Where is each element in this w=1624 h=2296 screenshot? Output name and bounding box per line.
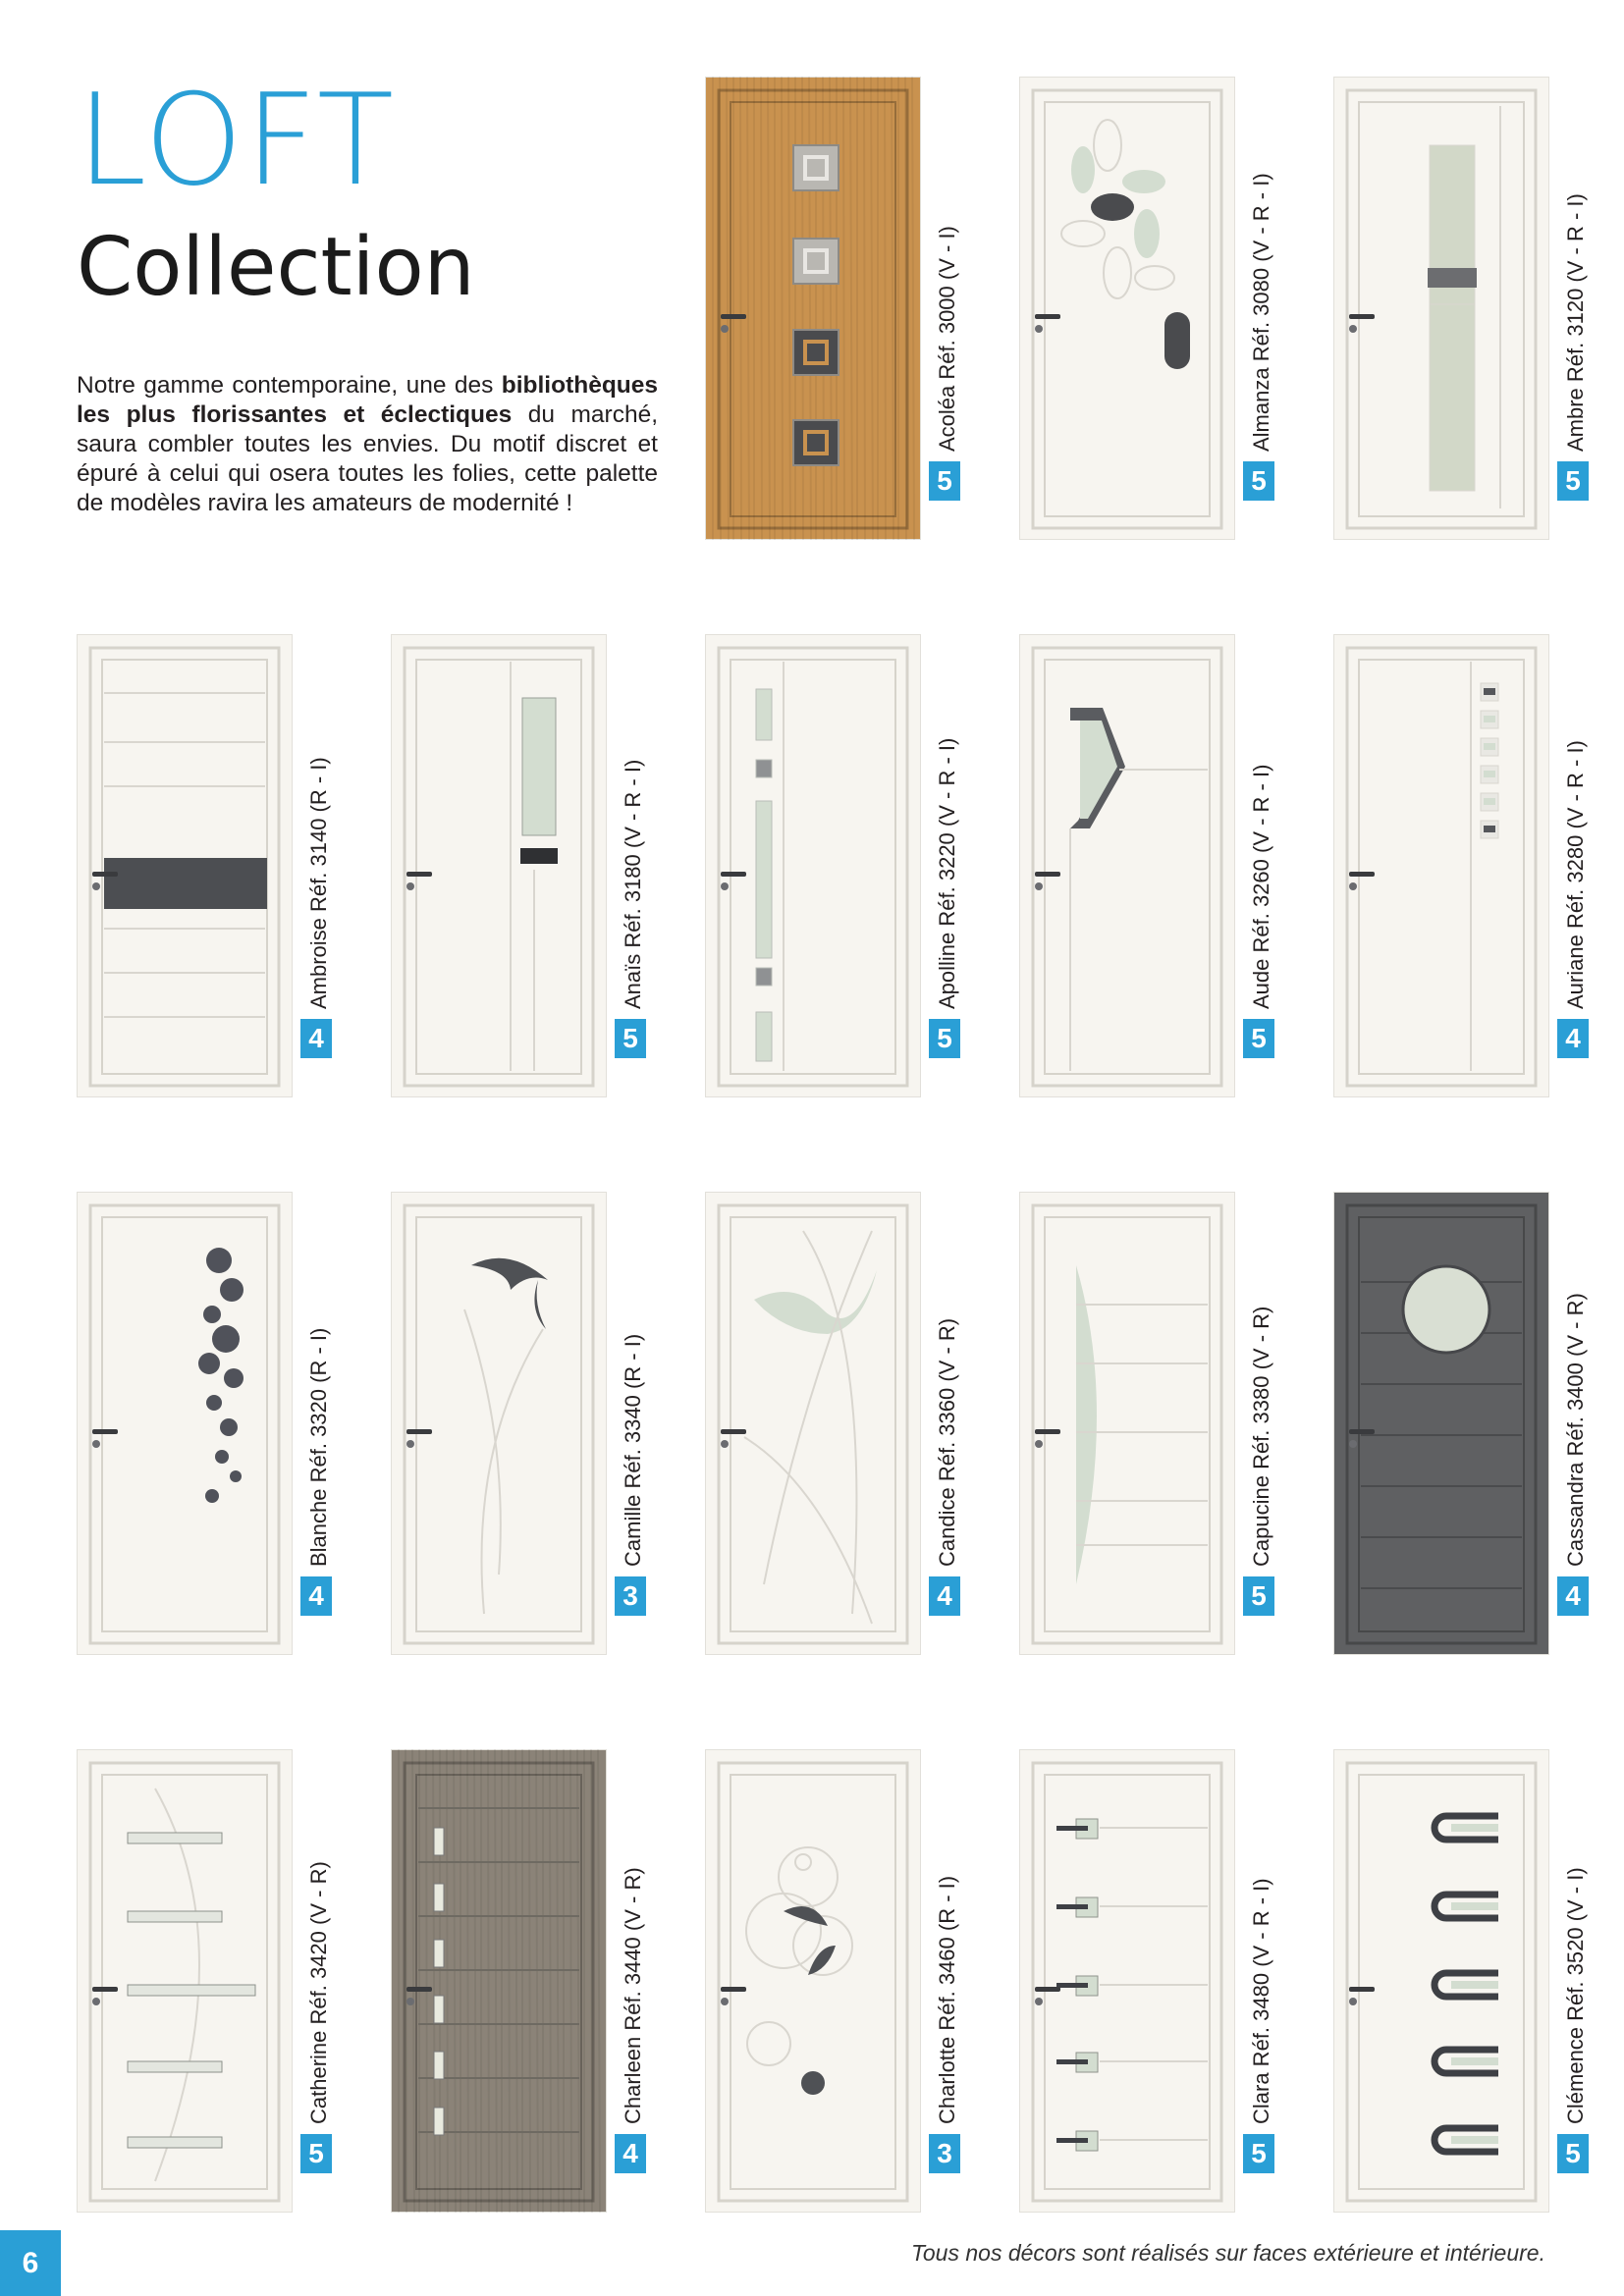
door-image — [1019, 634, 1235, 1097]
door-model-name: Cassandra Réf. 3400 (V - R) — [1563, 1293, 1588, 1567]
door-image — [391, 1192, 607, 1655]
door-label — [1559, 646, 1598, 1009]
door-image — [1333, 77, 1549, 540]
door-model-name: Ambroise Réf. 3140 (R - I) — [306, 757, 331, 1009]
door-model-name: Charleen Réf. 3440 (V - R) — [621, 1867, 645, 2124]
rating-badge: 5 — [929, 1019, 960, 1058]
door-handle — [406, 1987, 432, 1992]
door-leaf — [1019, 1749, 1235, 2213]
door-model-name: Candice Réf. 3360 (V - R) — [935, 1317, 959, 1567]
door-label — [302, 646, 342, 1009]
door-image — [1019, 1192, 1235, 1655]
intro-text-2: du marché, saura combler toutes les envies. Du motif discret et épuré à celui qui osera toutes les folies, cette palette de modèles ravira les amateurs de modernité ! — [77, 401, 659, 516]
door-leaf — [391, 634, 607, 1097]
door-leaf — [705, 1749, 921, 2213]
door-handle — [92, 1429, 118, 1434]
door-label — [1245, 1761, 1284, 2124]
door-card — [1019, 634, 1273, 1097]
door-model-name: Charlotte Réf. 3460 (R - I) — [935, 1875, 959, 2124]
door-model-name: Blanche Réf. 3320 (R - I) — [306, 1327, 331, 1567]
door-model-name: Catherine Réf. 3420 (V - R) — [306, 1861, 331, 2124]
door-leaf — [77, 1192, 293, 1655]
door-image — [1019, 1749, 1235, 2213]
door-label — [1559, 1761, 1598, 2124]
rating-badge: 4 — [300, 1019, 332, 1058]
door-label — [1559, 88, 1598, 452]
door-lock — [92, 1998, 100, 2005]
door-handle — [1035, 872, 1060, 877]
door-model-name: Auriane Réf. 3280 (V - R - I) — [1563, 740, 1588, 1009]
collection-title: LOFT — [77, 68, 397, 214]
door-model-name: Apolline Réf. 3220 (V - R - I) — [935, 737, 959, 1009]
door-leaf — [391, 1749, 607, 2213]
door-leaf — [1333, 1192, 1549, 1655]
rating-badge: 5 — [615, 1019, 646, 1058]
door-lock — [721, 1998, 729, 2005]
door-label — [1245, 1203, 1284, 1567]
door-card — [1019, 77, 1273, 540]
door-lock — [1035, 882, 1043, 890]
door-card — [705, 1749, 959, 2213]
rating-badge: 5 — [300, 2134, 332, 2173]
door-lock — [721, 882, 729, 890]
rating-badge: 4 — [1557, 1576, 1589, 1616]
door-image — [1333, 1192, 1549, 1655]
door-card — [1333, 1749, 1588, 2213]
door-model-name: Clémence Réf. 3520 (V - I) — [1563, 1867, 1588, 2124]
intro-text-bold: bibliothèques les plus florissantes et éclectiques — [77, 372, 659, 428]
door-handle — [721, 872, 746, 877]
door-card — [391, 1192, 645, 1655]
door-handle — [1349, 1429, 1375, 1434]
rating-badge: 5 — [1557, 461, 1589, 501]
page-number: 6 — [0, 2230, 61, 2296]
door-card — [391, 1749, 645, 2213]
door-card — [705, 634, 959, 1097]
door-image — [77, 1749, 293, 2213]
door-lock — [721, 1440, 729, 1448]
door-lock — [406, 882, 414, 890]
door-lock — [1035, 325, 1043, 333]
door-label — [931, 1203, 970, 1567]
door-image — [77, 634, 293, 1097]
rating-badge: 4 — [300, 1576, 332, 1616]
door-lock — [1035, 1998, 1043, 2005]
door-label — [302, 1203, 342, 1567]
door-leaf — [705, 634, 921, 1097]
door-card — [1019, 1749, 1273, 2213]
door-label — [617, 646, 656, 1009]
door-handle — [1349, 314, 1375, 319]
rating-badge: 3 — [929, 2134, 960, 2173]
door-image — [705, 1749, 921, 2213]
rating-badge: 5 — [1243, 461, 1274, 501]
intro-paragraph — [77, 371, 658, 518]
door-lock — [92, 882, 100, 890]
door-lock — [1035, 1440, 1043, 1448]
door-label — [1245, 646, 1284, 1009]
door-image — [705, 634, 921, 1097]
door-leaf — [1019, 1192, 1235, 1655]
door-lock — [406, 1998, 414, 2005]
door-leaf — [705, 1192, 921, 1655]
rating-badge: 3 — [615, 1576, 646, 1616]
door-card — [77, 634, 331, 1097]
door-lock — [1349, 1998, 1357, 2005]
door-handle — [406, 1429, 432, 1434]
door-handle — [406, 872, 432, 877]
door-leaf — [1019, 77, 1235, 540]
door-image — [391, 1749, 607, 2213]
door-label — [931, 1761, 970, 2124]
door-lock — [721, 325, 729, 333]
door-image — [1333, 1749, 1549, 2213]
door-handle — [721, 314, 746, 319]
door-model-name: Acoléa Réf. 3000 (V - I) — [935, 226, 959, 452]
door-handle — [1349, 1987, 1375, 1992]
door-card — [1019, 1192, 1273, 1655]
door-lock — [1349, 1440, 1357, 1448]
rating-badge: 5 — [1243, 1576, 1274, 1616]
door-card — [705, 1192, 959, 1655]
door-image — [705, 1192, 921, 1655]
door-image — [77, 1192, 293, 1655]
door-model-name: Almanza Réf. 3080 (V - R - I) — [1249, 173, 1273, 452]
door-lock — [1349, 882, 1357, 890]
door-card — [1333, 634, 1588, 1097]
door-handle — [92, 872, 118, 877]
rating-badge: 5 — [929, 461, 960, 501]
door-model-name: Aude Réf. 3260 (V - R - I) — [1249, 764, 1273, 1009]
door-handle — [721, 1987, 746, 1992]
door-handle — [1035, 314, 1060, 319]
rating-badge: 5 — [1243, 2134, 1274, 2173]
intro-text-1: Notre gamme contemporaine, une des — [77, 372, 494, 399]
door-card — [1333, 1192, 1588, 1655]
door-model-name: Anaïs Réf. 3180 (V - R - I) — [621, 759, 645, 1009]
door-lock — [1349, 325, 1357, 333]
door-image — [1019, 77, 1235, 540]
rating-badge: 5 — [1243, 1019, 1274, 1058]
door-label — [617, 1761, 656, 2124]
door-image — [391, 634, 607, 1097]
door-handle — [1035, 1429, 1060, 1434]
door-model-name: Camille Réf. 3340 (R - I) — [621, 1333, 645, 1567]
door-lock — [92, 1440, 100, 1448]
door-handle — [721, 1429, 746, 1434]
door-handle — [1035, 1987, 1060, 1992]
rating-badge: 4 — [1557, 1019, 1589, 1058]
door-label — [302, 1761, 342, 2124]
door-card — [77, 1192, 331, 1655]
door-label — [1559, 1203, 1598, 1567]
collection-subtitle: Collection — [77, 221, 475, 314]
door-model-name: Clara Réf. 3480 (V - R - I) — [1249, 1878, 1273, 2124]
door-handle — [92, 1987, 118, 1992]
rating-badge: 4 — [929, 1576, 960, 1616]
door-label — [931, 646, 970, 1009]
door-lock — [406, 1440, 414, 1448]
rating-badge: 4 — [615, 2134, 646, 2173]
rating-badge: 5 — [1557, 2134, 1589, 2173]
door-card — [1333, 77, 1588, 540]
door-card — [391, 634, 645, 1097]
door-leaf — [1333, 634, 1549, 1097]
door-handle — [1349, 872, 1375, 877]
footer-note: Tous nos décors sont réalisés sur faces extérieure et intérieure. — [910, 2240, 1545, 2266]
door-label — [931, 88, 970, 452]
door-card — [77, 1749, 331, 2213]
door-label — [617, 1203, 656, 1567]
door-model-name: Ambre Réf. 3120 (V - R - I) — [1563, 193, 1588, 452]
door-label — [1245, 88, 1284, 452]
door-card — [705, 77, 959, 540]
door-leaf — [1019, 634, 1235, 1097]
door-image — [1333, 634, 1549, 1097]
door-image — [705, 77, 921, 540]
door-model-name: Capucine Réf. 3380 (V - R) — [1249, 1306, 1273, 1567]
